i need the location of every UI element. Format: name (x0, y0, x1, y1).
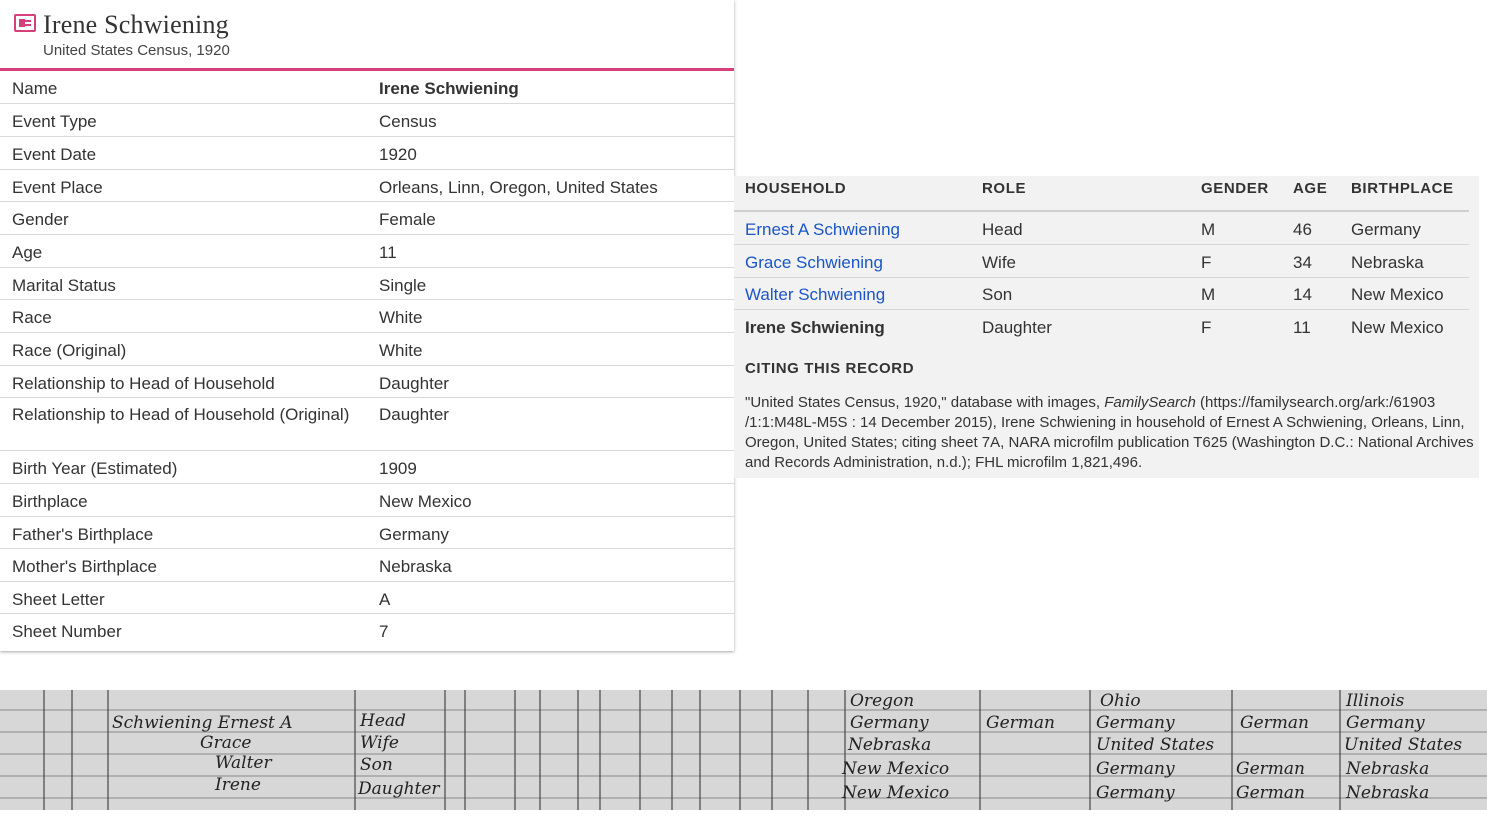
field-value: 1920 (379, 145, 417, 164)
field-row (0, 268, 734, 300)
household-gender: M (1201, 285, 1216, 304)
record-card-icon (14, 14, 36, 32)
field-value: Female (379, 210, 436, 229)
field-row (0, 71, 734, 104)
census-hw-2: Walter (215, 753, 272, 773)
field-row (0, 517, 734, 549)
census-hw-5: Wife (360, 733, 399, 753)
field-row (0, 202, 734, 235)
census-hw-7: Daughter (358, 779, 440, 799)
record-subtitle: United States Census, 1920 (43, 42, 230, 59)
census-hw-19: German (1240, 713, 1309, 733)
field-label: Event Date (12, 145, 97, 164)
household-role: Son (982, 285, 1013, 304)
household-gender: F (1201, 253, 1212, 272)
census-hw-23: Germany (1346, 713, 1425, 733)
column-role: ROLE (982, 180, 1027, 197)
field-value: Nebraska (379, 557, 452, 576)
household-gender: F (1201, 318, 1212, 337)
field-row (0, 170, 734, 202)
census-hw-21: German (1236, 783, 1305, 803)
field-value: Irene Schwiening (379, 79, 519, 98)
household-row (734, 310, 1469, 342)
household-row (734, 212, 1469, 245)
column-gender: GENDER (1201, 180, 1269, 197)
field-value: A (379, 590, 391, 609)
field-row (0, 235, 734, 268)
census-hw-10: Nebraska (848, 735, 932, 755)
household-row (734, 277, 1469, 310)
field-label: Birthplace (12, 492, 88, 511)
field-row (0, 333, 734, 366)
field-row (0, 300, 734, 333)
field-value: Daughter (379, 405, 449, 424)
record-header (0, 0, 734, 71)
field-row (0, 582, 734, 614)
census-hw-3: Irene (215, 775, 261, 795)
census-hw-16: United States (1096, 735, 1215, 755)
household-role: Wife (982, 253, 1016, 272)
column-age: AGE (1293, 180, 1328, 197)
census-hw-0: Schwiening Ernest A (112, 713, 293, 733)
field-row (0, 398, 734, 451)
field-label: Race (12, 308, 52, 327)
census-hw-26: Nebraska (1346, 783, 1430, 803)
census-hw-22: Illinois (1346, 691, 1405, 711)
field-label: Marital Status (12, 276, 116, 295)
field-value: Germany (379, 525, 449, 544)
household-member-name: Irene Schwiening (745, 318, 885, 337)
census-hw-25: Nebraska (1346, 759, 1430, 779)
record-panel (0, 0, 734, 651)
census-hw-20: German (1236, 759, 1305, 779)
census-hw-14: Ohio (1100, 691, 1141, 711)
field-label: Relationship to Head of Household (Original) (12, 405, 350, 424)
field-label: Father's Birthplace (12, 525, 154, 544)
field-row (0, 137, 734, 170)
household-member-link[interactable]: Grace Schwiening (745, 253, 883, 272)
field-row (0, 451, 734, 484)
field-value: White (379, 341, 423, 360)
field-label: Mother's Birthplace (12, 557, 157, 576)
household-age: 34 (1293, 253, 1312, 272)
field-label: Birth Year (Estimated) (12, 459, 178, 478)
citation-part1: "United States Census, 1920," database with images, (745, 394, 1105, 411)
household-age: 14 (1293, 285, 1312, 304)
field-row (0, 549, 734, 582)
field-value: 11 (379, 243, 397, 262)
household-gender: M (1201, 220, 1216, 239)
field-value: New Mexico (379, 492, 472, 511)
field-value: Census (379, 112, 437, 131)
household-role: Daughter (982, 318, 1052, 337)
household-birthplace: Germany (1351, 220, 1421, 239)
field-label: Age (12, 243, 43, 262)
citation-heading: CITING THIS RECORD (745, 360, 915, 377)
field-row (0, 104, 734, 137)
field-value: 7 (379, 622, 389, 641)
census-hw-6: Son (360, 755, 393, 775)
census-hw-18: Germany (1096, 783, 1175, 803)
field-label: Race (Original) (12, 341, 127, 360)
record-fields-table (0, 71, 734, 647)
household-birthplace: Nebraska (1351, 253, 1424, 272)
census-hw-15: Germany (1096, 713, 1175, 733)
field-label: Event Place (12, 178, 103, 197)
household-member-link[interactable]: Ernest A Schwiening (745, 220, 900, 239)
census-hw-1: Grace (200, 733, 252, 753)
field-value: Orleans, Linn, Oregon, United States (379, 178, 658, 197)
citation-part2: (https://familysearch.org/ark:/61903 /1:1:M48L-M5S : 14 December 2015), Irene Schwiening in household of Ernest A Schwiening, Orleans, Linn, Oregon, United States; citing sheet 7A, NARA microfilm publication T625 (Washington D.C.: National Archives and Records Administration, n.d.); FHL microfilm 1,821,496. (745, 394, 1474, 471)
field-value: 1909 (379, 459, 417, 478)
household-age: 46 (1293, 220, 1312, 239)
field-value: White (379, 308, 423, 327)
census-image[interactable] (0, 690, 1487, 810)
census-hw-9: Germany (850, 713, 929, 733)
census-hw-24: United States (1344, 735, 1463, 755)
field-value: Daughter (379, 374, 449, 393)
household-birthplace: New Mexico (1351, 285, 1444, 304)
census-hw-8: Oregon (850, 691, 915, 711)
field-label: Event Type (12, 112, 97, 131)
column-household: HOUSEHOLD (745, 180, 847, 197)
field-label: Relationship to Head of Household (12, 374, 275, 393)
field-row (0, 614, 734, 647)
record-title: Irene Schwiening (43, 10, 229, 39)
citation-text (745, 393, 1480, 473)
field-row (0, 366, 734, 398)
citation-source: FamilySearch (1104, 394, 1196, 411)
census-image-svg (0, 690, 1487, 810)
household-panel (734, 176, 1479, 478)
column-birthplace: BIRTHPLACE (1351, 180, 1454, 197)
field-label: Name (12, 79, 58, 98)
census-hw-17: Germany (1096, 759, 1175, 779)
household-role: Head (982, 220, 1023, 239)
household-header-row (734, 176, 1469, 212)
field-value: Single (379, 276, 427, 295)
census-hw-13: German (986, 713, 1055, 733)
household-birthplace: New Mexico (1351, 318, 1444, 337)
household-member-link[interactable]: Walter Schwiening (745, 285, 886, 304)
census-hw-11: New Mexico (842, 759, 950, 779)
census-hw-12: New Mexico (842, 783, 950, 803)
household-age: 11 (1293, 318, 1311, 337)
household-row (734, 245, 1469, 278)
field-label: Sheet Number (12, 622, 122, 641)
census-hw-4: Head (360, 711, 406, 731)
field-label: Gender (12, 210, 69, 229)
field-label: Sheet Letter (12, 590, 105, 609)
field-row (0, 484, 734, 517)
